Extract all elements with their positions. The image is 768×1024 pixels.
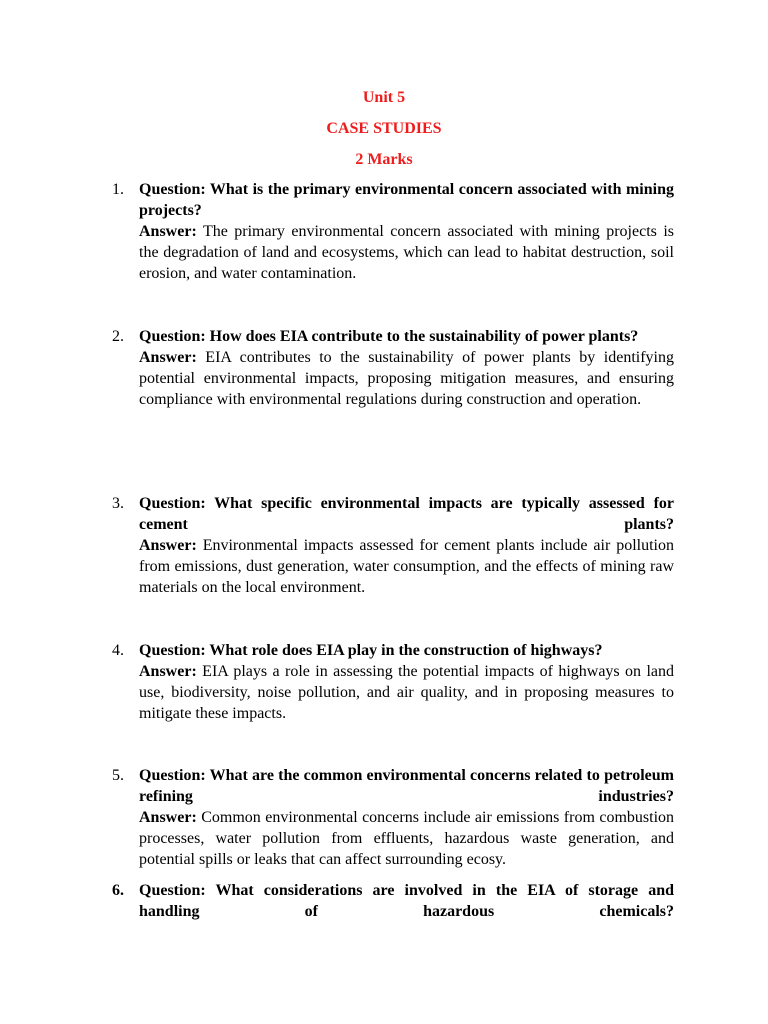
question-text [139,326,674,347]
answer-body: Common environmental concerns include air emissions from combustion processes, water pollution from effluents, hazardous waste generation, and potential spills or leaks that can affect surrounding ecosy. [139,809,675,868]
qa-item-1 [112,179,674,284]
question-text [139,880,674,922]
answer-text [139,807,674,870]
answer-label: Answer: [139,809,197,826]
marks-heading: 2 Marks [355,151,413,168]
question-body: What are the common environmental concerns related to petroleum refining industries? [139,767,674,805]
answer-label: Answer: [139,223,197,240]
item-number: 3. [112,495,124,512]
question-text [139,493,674,535]
answer-body: EIA contributes to the sustainability of power plants by identifying potential environmental impacts, proposing mitigation measures, and ensuring compliance with environmental regulations during construction and operation. [139,349,674,408]
question-label: Question: [139,328,206,345]
question-text [139,640,674,661]
item-number: 4. [112,642,124,659]
qa-item-5 [112,765,674,870]
question-label: Question: [139,495,206,512]
qa-item-4 [112,640,674,724]
item-number: 5. [112,767,124,784]
answer-body: The primary environmental concern associated with mining projects is the degradation of land and ecosystems, which can lead to habitat destruction, soil erosion, and water contamination. [139,223,674,282]
item-number: 2. [112,328,124,345]
unit-heading: Unit 5 [362,89,406,106]
question-text [139,179,674,221]
answer-text [139,535,674,598]
question-body: What specific environmental impacts are typically assessed for cement plants? [139,495,674,533]
question-label: Question: [139,181,206,198]
qa-item-6 [112,880,674,922]
answer-text [139,221,674,284]
qa-item-2 [112,326,674,410]
question-body: What considerations are involved in the EIA of storage and handling of hazardous chemicals? [139,882,674,920]
question-body: How does EIA contribute to the sustainability of power plants? [209,328,639,345]
answer-label: Answer: [139,349,197,366]
item-number: 1. [112,181,124,198]
item-number: 6. [112,882,124,899]
question-text [139,765,674,807]
qa-item-3 [112,493,674,598]
answer-text [139,347,674,410]
question-body: What role does EIA play in the construction of highways? [209,642,603,659]
question-label: Question: [139,642,206,659]
answer-body: Environmental impacts assessed for cement plants include air pollution from emissions, dust generation, water consumption, and the effects of mining raw materials on the local environment. [139,537,675,596]
answer-text [139,661,674,724]
case-studies-heading: CASE STUDIES [326,120,442,137]
question-label: Question: [139,767,206,784]
answer-label: Answer: [139,663,197,680]
answer-body: EIA plays a role in assessing the potential impacts of highways on land use, biodiversity, noise pollution, and air quality, and in proposing measures to mitigate these impacts. [139,663,674,722]
question-label: Question: [139,882,206,899]
answer-label: Answer: [139,537,197,554]
question-body: What is the primary environmental concern associated with mining projects? [139,181,674,219]
